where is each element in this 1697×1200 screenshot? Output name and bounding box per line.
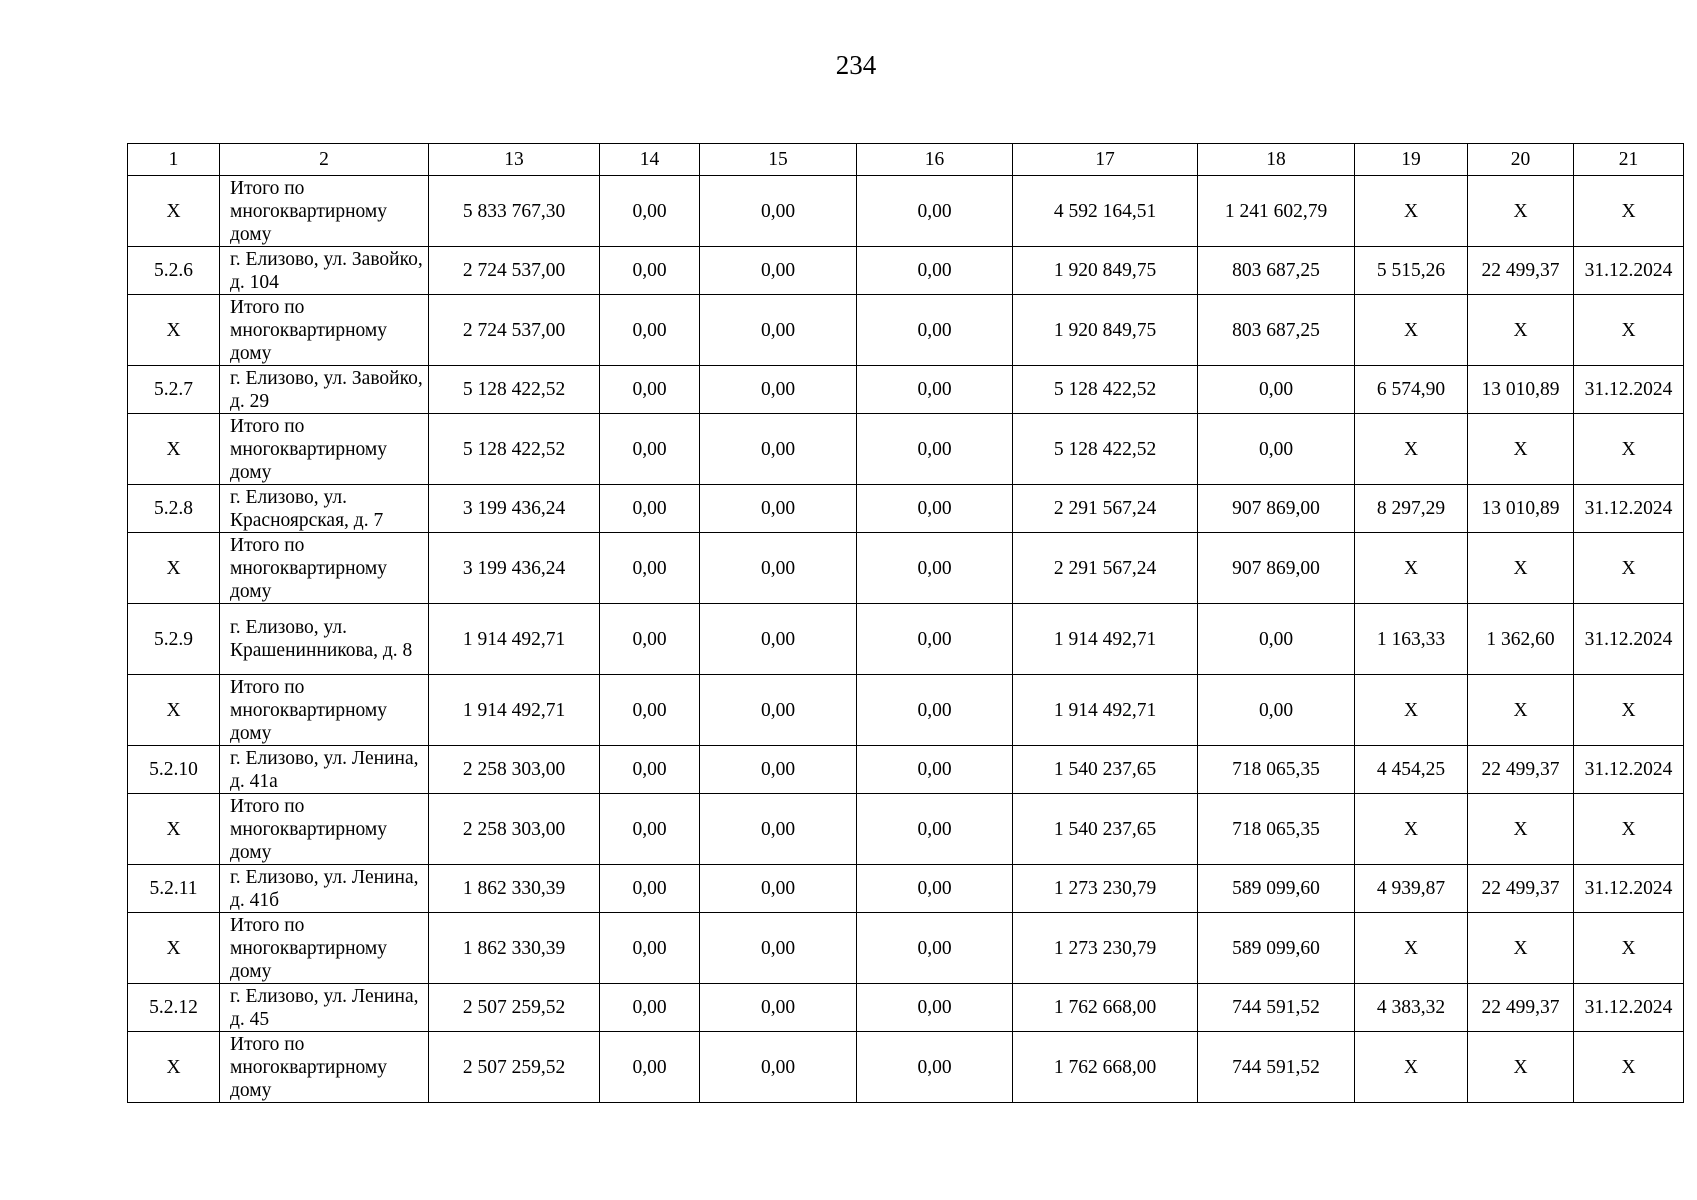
table-cell: 0,00: [857, 247, 1013, 295]
table-cell: 1 241 602,79: [1198, 176, 1355, 247]
table-cell: Итого по многоквартирному дому: [220, 913, 429, 984]
table-cell: X: [128, 295, 220, 366]
table-cell: 2 291 567,24: [1013, 485, 1198, 533]
table-cell: 0,00: [600, 176, 700, 247]
table-cell: 31.12.2024: [1574, 247, 1684, 295]
column-header-2: 2: [220, 144, 429, 176]
table-cell: X: [1468, 913, 1574, 984]
table-cell: 4 939,87: [1355, 865, 1468, 913]
table-cell: 718 065,35: [1198, 794, 1355, 865]
table-cell: 31.12.2024: [1574, 746, 1684, 794]
table-cell: X: [1468, 533, 1574, 604]
table-cell: 6 574,90: [1355, 366, 1468, 414]
table-cell: 0,00: [700, 746, 857, 794]
table-cell: г. Елизово, ул. Ленина, д. 41б: [220, 865, 429, 913]
table-cell: X: [128, 1032, 220, 1103]
table-cell: X: [1574, 1032, 1684, 1103]
table-cell: г. Елизово, ул. Красноярская, д. 7: [220, 485, 429, 533]
table-cell: 0,00: [1198, 604, 1355, 675]
table-cell: X: [1468, 414, 1574, 485]
table-cell: 744 591,52: [1198, 984, 1355, 1032]
table-cell: X: [1468, 794, 1574, 865]
table-cell: 2 258 303,00: [429, 794, 600, 865]
table-cell: X: [1468, 1032, 1574, 1103]
column-header-20: 20: [1468, 144, 1574, 176]
table-cell: 22 499,37: [1468, 746, 1574, 794]
table-cell: 0,00: [700, 865, 857, 913]
table-cell: 589 099,60: [1198, 913, 1355, 984]
table-row: [128, 366, 1684, 414]
table-cell: X: [1468, 176, 1574, 247]
table-cell: 0,00: [700, 295, 857, 366]
table-cell: 0,00: [857, 295, 1013, 366]
table-cell: Итого по многоквартирному дому: [220, 1032, 429, 1103]
table-cell: X: [128, 176, 220, 247]
table-cell: 0,00: [857, 366, 1013, 414]
table-cell: 5.2.7: [128, 366, 220, 414]
table-cell: X: [1574, 176, 1684, 247]
table-cell: 0,00: [600, 604, 700, 675]
table-cell: 5 128 422,52: [1013, 366, 1198, 414]
table-cell: 0,00: [700, 604, 857, 675]
table-row-total: [128, 414, 1684, 485]
table-cell: 1 914 492,71: [1013, 604, 1198, 675]
table-cell: 13 010,89: [1468, 366, 1574, 414]
table-cell: 0,00: [600, 247, 700, 295]
table-cell: г. Елизово, ул. Завойко, д. 29: [220, 366, 429, 414]
table-cell: 1 862 330,39: [429, 865, 600, 913]
table-cell: X: [1574, 295, 1684, 366]
column-header-18: 18: [1198, 144, 1355, 176]
table-cell: Итого по многоквартирному дому: [220, 176, 429, 247]
table-cell: 1 920 849,75: [1013, 247, 1198, 295]
table-cell: 0,00: [1198, 414, 1355, 485]
table-cell: 0,00: [700, 176, 857, 247]
table-cell: X: [1355, 794, 1468, 865]
table-cell: 0,00: [700, 913, 857, 984]
table-cell: 1 862 330,39: [429, 913, 600, 984]
table-cell: X: [1574, 913, 1684, 984]
table-cell: X: [128, 794, 220, 865]
table-cell: 31.12.2024: [1574, 485, 1684, 533]
table-cell: 3 199 436,24: [429, 485, 600, 533]
table-row-total: [128, 1032, 1684, 1103]
table-cell: 22 499,37: [1468, 865, 1574, 913]
table-cell: 4 454,25: [1355, 746, 1468, 794]
table-cell: 1 914 492,71: [429, 604, 600, 675]
table-row-total: [128, 913, 1684, 984]
table-cell: 1 914 492,71: [1013, 675, 1198, 746]
column-header-21: 21: [1574, 144, 1684, 176]
table-cell: 1 273 230,79: [1013, 865, 1198, 913]
table-cell: 31.12.2024: [1574, 865, 1684, 913]
table-cell: 0,00: [700, 675, 857, 746]
table-cell: 0,00: [857, 533, 1013, 604]
table-cell: 718 065,35: [1198, 746, 1355, 794]
table-cell: 0,00: [857, 865, 1013, 913]
table-cell: 0,00: [857, 984, 1013, 1032]
table-cell: 5.2.11: [128, 865, 220, 913]
table-cell: 0,00: [600, 414, 700, 485]
table-cell: 0,00: [600, 865, 700, 913]
table-cell: 5.2.8: [128, 485, 220, 533]
table-cell: 1 914 492,71: [429, 675, 600, 746]
table-cell: Итого по многоквартирному дому: [220, 533, 429, 604]
table-cell: Итого по многоквартирному дому: [220, 295, 429, 366]
page-number: 234: [835, 50, 877, 80]
table-cell: 4 592 164,51: [1013, 176, 1198, 247]
table-cell: 0,00: [600, 533, 700, 604]
table-cell: 1 273 230,79: [1013, 913, 1198, 984]
table-row-total: [128, 533, 1684, 604]
table-cell: 907 869,00: [1198, 533, 1355, 604]
data-table: [127, 143, 1684, 1103]
table-body: [128, 176, 1684, 1103]
table-cell: X: [1574, 675, 1684, 746]
column-header-1: 1: [128, 144, 220, 176]
header-row: [128, 144, 1684, 176]
table-row-total: [128, 176, 1684, 247]
table-cell: 5 128 422,52: [429, 414, 600, 485]
table-cell: X: [1355, 1032, 1468, 1103]
table-cell: г. Елизово, ул. Завойко, д. 104: [220, 247, 429, 295]
table-row: [128, 984, 1684, 1032]
table-cell: 8 297,29: [1355, 485, 1468, 533]
table-cell: X: [128, 913, 220, 984]
table-cell: 0,00: [857, 414, 1013, 485]
table-cell: X: [1574, 533, 1684, 604]
table-cell: 589 099,60: [1198, 865, 1355, 913]
table-cell: X: [1574, 414, 1684, 485]
table-cell: 0,00: [1198, 675, 1355, 746]
table-cell: 2 507 259,52: [429, 984, 600, 1032]
table-row-total: [128, 794, 1684, 865]
table-cell: 0,00: [700, 247, 857, 295]
table-cell: 1 540 237,65: [1013, 746, 1198, 794]
table-cell: 5.2.12: [128, 984, 220, 1032]
table-cell: 0,00: [600, 675, 700, 746]
table-cell: 1 762 668,00: [1013, 984, 1198, 1032]
table-cell: X: [1355, 414, 1468, 485]
table-cell: г. Елизово, ул. Крашенинникова, д. 8: [220, 604, 429, 675]
column-header-17: 17: [1013, 144, 1198, 176]
table-cell: 31.12.2024: [1574, 604, 1684, 675]
table-cell: 5 833 767,30: [429, 176, 600, 247]
table-cell: X: [1574, 794, 1684, 865]
table-cell: 2 724 537,00: [429, 247, 600, 295]
table-cell: X: [1468, 675, 1574, 746]
column-header-16: 16: [857, 144, 1013, 176]
table-cell: 5 128 422,52: [1013, 414, 1198, 485]
table-cell: X: [128, 675, 220, 746]
table-cell: 1 362,60: [1468, 604, 1574, 675]
table-cell: 0,00: [857, 485, 1013, 533]
table-cell: 744 591,52: [1198, 1032, 1355, 1103]
table-cell: X: [128, 533, 220, 604]
table-cell: X: [128, 414, 220, 485]
table-cell: X: [1355, 176, 1468, 247]
table-cell: 1 762 668,00: [1013, 1032, 1198, 1103]
table-cell: 0,00: [600, 295, 700, 366]
table-row: [128, 485, 1684, 533]
table-cell: 4 383,32: [1355, 984, 1468, 1032]
table-cell: 803 687,25: [1198, 247, 1355, 295]
table-cell: 0,00: [1198, 366, 1355, 414]
table-cell: X: [1355, 295, 1468, 366]
table-cell: 0,00: [857, 794, 1013, 865]
column-header-19: 19: [1355, 144, 1468, 176]
table-row: [128, 247, 1684, 295]
table-cell: 0,00: [600, 746, 700, 794]
table-cell: 803 687,25: [1198, 295, 1355, 366]
table-cell: 0,00: [700, 984, 857, 1032]
table-cell: 907 869,00: [1198, 485, 1355, 533]
table-cell: г. Елизово, ул. Ленина, д. 41а: [220, 746, 429, 794]
table-cell: 0,00: [600, 984, 700, 1032]
table-cell: 5.2.10: [128, 746, 220, 794]
table-cell: 0,00: [700, 794, 857, 865]
table-cell: X: [1468, 295, 1574, 366]
table-cell: 0,00: [700, 366, 857, 414]
table-cell: 0,00: [857, 1032, 1013, 1103]
table-cell: 0,00: [600, 794, 700, 865]
table-cell: 13 010,89: [1468, 485, 1574, 533]
table-cell: 5 515,26: [1355, 247, 1468, 295]
table-cell: 2 724 537,00: [429, 295, 600, 366]
table-cell: 0,00: [700, 1032, 857, 1103]
table-cell: 1 163,33: [1355, 604, 1468, 675]
table-cell: 31.12.2024: [1574, 366, 1684, 414]
table-row-total: [128, 675, 1684, 746]
table-cell: 0,00: [700, 414, 857, 485]
table-cell: 5.2.9: [128, 604, 220, 675]
table-cell: 0,00: [600, 1032, 700, 1103]
table-cell: 5.2.6: [128, 247, 220, 295]
table-cell: 1 920 849,75: [1013, 295, 1198, 366]
table-row: [128, 865, 1684, 913]
table-cell: 0,00: [857, 675, 1013, 746]
table-cell: Итого по многоквартирному дому: [220, 675, 429, 746]
table-cell: 3 199 436,24: [429, 533, 600, 604]
table-cell: 22 499,37: [1468, 247, 1574, 295]
table-cell: 2 258 303,00: [429, 746, 600, 794]
table-cell: 2 507 259,52: [429, 1032, 600, 1103]
table-cell: 31.12.2024: [1574, 984, 1684, 1032]
table-cell: X: [1355, 533, 1468, 604]
table-cell: Итого по многоквартирному дому: [220, 794, 429, 865]
table-cell: 0,00: [857, 746, 1013, 794]
table-row: [128, 746, 1684, 794]
table-cell: 0,00: [600, 913, 700, 984]
table-cell: 0,00: [600, 366, 700, 414]
table-cell: 0,00: [700, 533, 857, 604]
column-header-14: 14: [600, 144, 700, 176]
table-cell: 2 291 567,24: [1013, 533, 1198, 604]
table-cell: 0,00: [857, 604, 1013, 675]
table-cell: X: [1355, 675, 1468, 746]
table-cell: 0,00: [600, 485, 700, 533]
table-cell: 1 540 237,65: [1013, 794, 1198, 865]
column-header-15: 15: [700, 144, 857, 176]
table-cell: Итого по многоквартирному дому: [220, 414, 429, 485]
table-cell: 0,00: [700, 485, 857, 533]
table-cell: г. Елизово, ул. Ленина, д. 45: [220, 984, 429, 1032]
table-row: [128, 604, 1684, 675]
column-header-13: 13: [429, 144, 600, 176]
table-cell: X: [1355, 913, 1468, 984]
table-cell: 5 128 422,52: [429, 366, 600, 414]
table-row-total: [128, 295, 1684, 366]
table-cell: 0,00: [857, 913, 1013, 984]
table-cell: 22 499,37: [1468, 984, 1574, 1032]
table-cell: 0,00: [857, 176, 1013, 247]
